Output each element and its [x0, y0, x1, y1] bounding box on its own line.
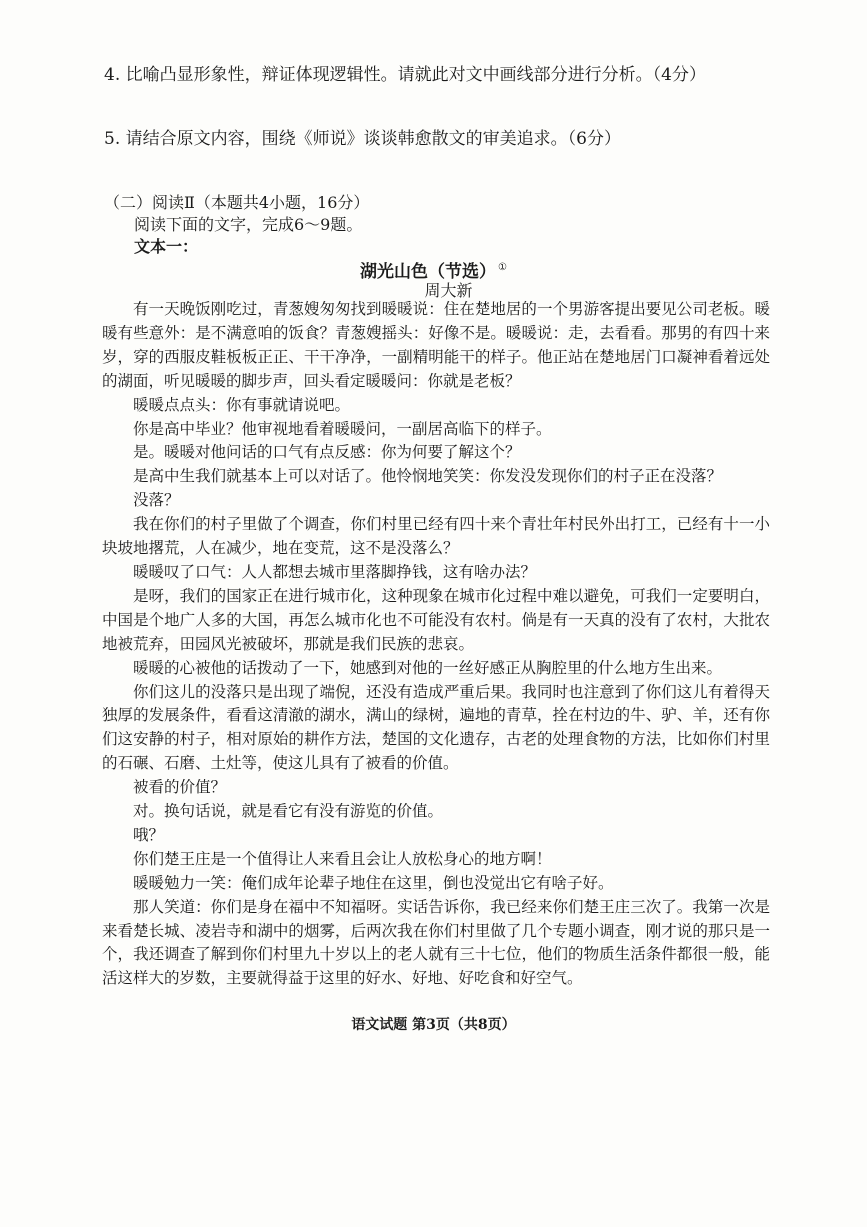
article-paragraph: 你们楚王庄是一个值得让人来看且会让人放松身心的地方啊！: [133, 849, 552, 868]
article-paragraph: 暖暖勉力一笑：俺们成年论辈子地住在这里，倒也没觉出它有啥子好。: [133, 873, 614, 892]
article-paragraph: 暖暖叹了口气：人人都想去城市里落脚挣钱，这有啥办法？: [133, 562, 537, 581]
page-footer: 语文试题 第3页（共8页）: [351, 1017, 516, 1033]
article-paragraph: 我在你们的村子里做了个调查，你们村里已经有四十来个青壮年村民外出打工，已经有十一小块坡地撂荒，人在减少，地在变荒，这不是没落么？: [102, 515, 770, 558]
footnote-mark: ①: [498, 262, 507, 274]
article-paragraph: 有一天晚饭刚吃过，青葱嫂匆匆找到暖暖说：住在楚地居的一个男游客提出要见公司老板。暖暖有些意外：是不满意咱的饭食？青葱嫂摇头：好像不是。暖暖说：走，去看看。那男的有四十来岁，穿的西服皮鞋板板正正、干干净净，一副精明能干的样子。他正站在楚地居门口凝神看着远处的湖面，听见暖暖的脚步声，回头看定暖暖问：你就是老板？: [102, 300, 770, 390]
article-paragraph: 是呀，我们的国家正在进行城市化，这种现象在城市化过程中难以避免，可我们一定要明白，中国是个地广人多的大国，再怎么城市化也不可能没有农村。倘是有一天真的没有了农村，大批农地被荒弃，田园风光被破坏，那就是我们民族的悲哀。: [102, 586, 770, 653]
section-instruction: 阅读下面的文字，完成6～9题。: [134, 215, 363, 234]
article-body: [102, 298, 770, 991]
article-paragraph: 被看的价值？: [133, 778, 227, 797]
text-one-label: 文本一：: [134, 237, 199, 256]
article-paragraph: 那人笑道：你们是身在福中不知福呀。实话告诉你，我已经来你们楚王庄三次了。我第一次是来看楚长城、凌岩寺和湖中的烟雾，后两次我在你们村里做了几个专题小调查，刚才说的那只是一个，我还调查了解到你们村里九十岁以上的老人就有三十七位，他们的物质生活条件都很一般，能活这样大的岁数，主要就得益于这里的好水、好地、好吃食和好空气。: [102, 897, 770, 988]
article-title-text: 湖光山色（节选）: [360, 262, 497, 282]
article-paragraph: 是。暖暖对他问话的口气有点反感：你为何要了解这个？: [133, 443, 521, 462]
question-4: 4. 比喻凸显形象性，辩证体现逻辑性。请就此对文中画线部分进行分析。（4分）: [104, 65, 706, 85]
article-paragraph: 暖暖点点头：你有事就请说吧。: [133, 395, 351, 414]
section-heading: （二）阅读Ⅱ（本题共4小题，16分）: [104, 193, 370, 212]
article-paragraph: 你们这儿的没落只是出现了端倪，还没有造成严重后果。我同时也注意到了你们这儿有着得天独厚的发展条件，看看这清澈的湖水，满山的绿树，遍地的青草，拴在村边的牛、驴、羊，还有你们这安静的村子，相对原始的耕作方法，楚国的文化遗存，古老的处理食物的方法，比如你们村里的石碾、石磨、土灶等，使这儿具有了被看的价值。: [102, 682, 770, 773]
article-paragraph: 对。换句话说，就是看它有没有游览的价值。: [133, 802, 444, 821]
article-paragraph: 哦？: [133, 825, 165, 844]
article-paragraph: 没落？: [133, 491, 180, 510]
article-paragraph: 暖暖的心被他的话拨动了一下，她感到对他的一丝好感正从胸腔里的什么地方生出来。: [133, 658, 723, 677]
article-paragraph: 你是高中毕业？他审视地看着暖暖问，一副居高临下的样子。: [133, 419, 552, 438]
article-paragraph: 是高中生我们就基本上可以对话了。他怜悯地笑笑：你发没发现你们的村子正在没落？: [133, 467, 723, 486]
article-author: 周大新: [424, 281, 473, 300]
question-5: 5. 请结合原文内容，围绕《师说》谈谈韩愈散文的审美追求。（6分）: [104, 129, 621, 149]
